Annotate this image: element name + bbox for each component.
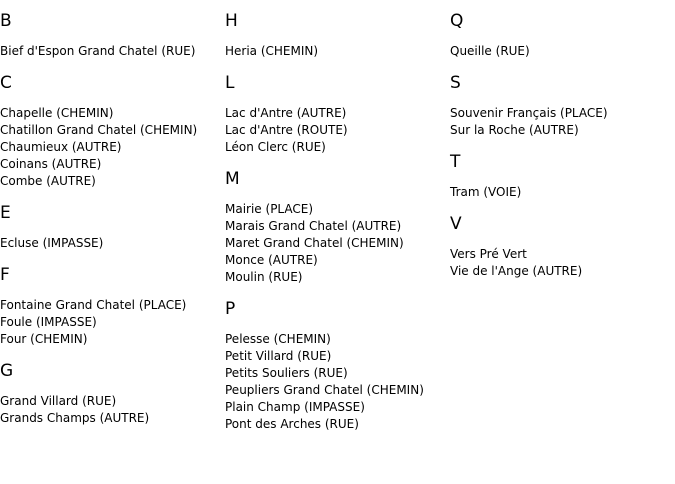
letter-heading: E <box>0 203 11 223</box>
street-link[interactable]: Petit Villard (RUE) <box>225 349 332 363</box>
letter-heading: T <box>450 152 461 172</box>
letter-group <box>225 72 450 156</box>
street-link[interactable]: Mairie (PLACE) <box>225 202 314 216</box>
letter-heading: M <box>225 169 240 189</box>
letter-heading: B <box>0 11 12 31</box>
street-link[interactable]: Marais Grand Chatel (AUTRE) <box>225 219 402 233</box>
street-link[interactable]: Coinans (AUTRE) <box>0 157 102 171</box>
letter-heading: G <box>0 361 14 381</box>
street-link[interactable]: Lac d'Antre (ROUTE) <box>225 123 348 137</box>
street-link[interactable]: Grand Villard (RUE) <box>0 394 117 408</box>
street-link[interactable]: Peupliers Grand Chatel (CHEMIN) <box>225 383 424 397</box>
letter-group <box>450 10 675 60</box>
letter-heading: F <box>0 265 10 285</box>
street-link[interactable]: Fontaine Grand Chatel (PLACE) <box>0 298 187 312</box>
letter-heading: L <box>225 73 235 93</box>
street-link[interactable]: Sur la Roche (AUTRE) <box>450 123 579 137</box>
letter-group <box>450 72 675 139</box>
letter-group <box>0 72 225 190</box>
street-link[interactable]: Léon Clerc (RUE) <box>225 140 326 154</box>
letter-group <box>0 202 225 252</box>
street-link[interactable]: Pelesse (CHEMIN) <box>225 332 331 346</box>
street-link[interactable]: Foule (IMPASSE) <box>0 315 97 329</box>
street-link[interactable]: Grands Champs (AUTRE) <box>0 411 150 425</box>
letter-heading: H <box>225 11 238 31</box>
letter-heading: S <box>450 73 461 93</box>
street-index-column <box>0 10 225 439</box>
street-link[interactable]: Chatillon Grand Chatel (CHEMIN) <box>0 123 198 137</box>
letter-group <box>225 10 450 60</box>
street-link[interactable]: Lac d'Antre (AUTRE) <box>225 106 347 120</box>
street-link[interactable]: Ecluse (IMPASSE) <box>0 236 104 250</box>
letter-heading: C <box>0 73 12 93</box>
letter-group <box>225 298 450 433</box>
street-link[interactable]: Pont des Arches (RUE) <box>225 417 359 431</box>
street-link[interactable]: Tram (VOIE) <box>450 185 522 199</box>
street-link[interactable]: Chapelle (CHEMIN) <box>0 106 114 120</box>
street-link[interactable]: Vers Pré Vert <box>450 247 527 261</box>
street-link[interactable]: Plain Champ (IMPASSE) <box>225 400 365 414</box>
street-link[interactable]: Chaumieux (AUTRE) <box>0 140 122 154</box>
street-link[interactable]: Bief d'Espon Grand Chatel (RUE) <box>0 44 196 58</box>
letter-group <box>0 360 225 427</box>
street-link[interactable]: Moulin (RUE) <box>225 270 303 284</box>
letter-group <box>225 168 450 286</box>
street-index-column <box>225 10 450 445</box>
street-index-column <box>450 10 675 292</box>
street-link[interactable]: Combe (AUTRE) <box>0 174 96 188</box>
letter-group <box>0 10 225 60</box>
letter-group <box>0 264 225 348</box>
letter-group <box>450 213 675 280</box>
letter-group <box>450 151 675 201</box>
street-link[interactable]: Petits Souliers (RUE) <box>225 366 348 380</box>
street-link[interactable]: Queille (RUE) <box>450 44 530 58</box>
street-link[interactable]: Vie de l'Ange (AUTRE) <box>450 264 583 278</box>
letter-heading: Q <box>450 11 464 31</box>
street-link[interactable]: Heria (CHEMIN) <box>225 44 319 58</box>
street-link[interactable]: Souvenir Français (PLACE) <box>450 106 608 120</box>
street-link[interactable]: Four (CHEMIN) <box>0 332 88 346</box>
letter-heading: P <box>225 299 236 319</box>
street-link[interactable]: Monce (AUTRE) <box>225 253 318 267</box>
letter-heading: V <box>450 214 462 234</box>
street-link[interactable]: Maret Grand Chatel (CHEMIN) <box>225 236 404 250</box>
